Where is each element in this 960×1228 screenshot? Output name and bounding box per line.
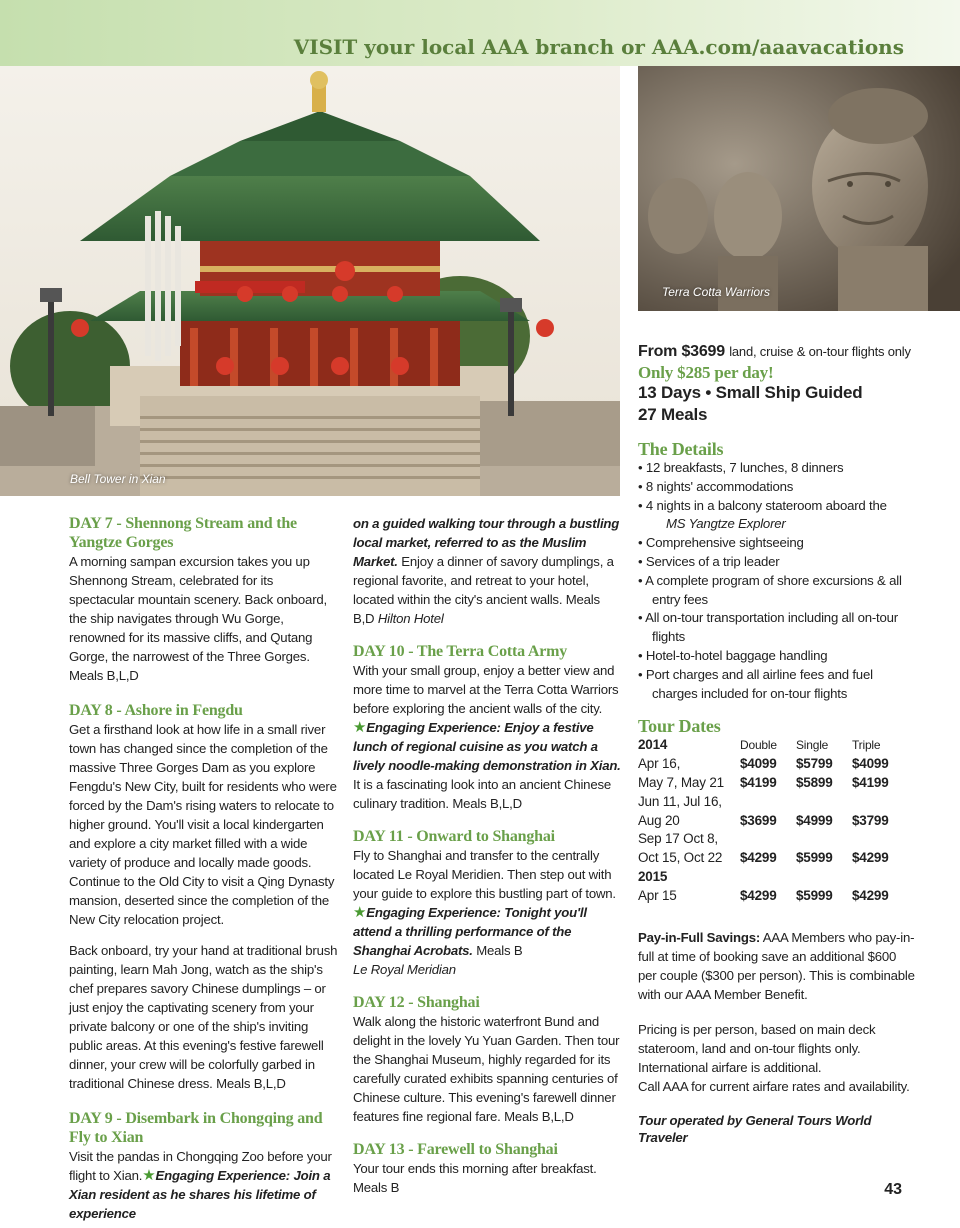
details-item: • Port charges and all airline fees and fuel charges included for on-tour flights	[638, 666, 873, 701]
price-triple: $4099	[852, 756, 889, 772]
price-from	[638, 342, 918, 361]
price-double	[740, 830, 796, 849]
table-header-row	[638, 736, 908, 755]
day9-continued-text: Enjoy a dinner of savory dumplings, a regional favorite, and retreat to your hotel, located within the city's ancient walls. Meals B,D	[353, 554, 614, 626]
details-item-text: • 4 nights in a balcony stateroom aboard the	[638, 497, 887, 513]
bell-tower-caption: Bell Tower in Xian	[70, 472, 166, 486]
table-row	[638, 812, 908, 831]
day9-continued-engaging: on a guided walking tour through a bustling local market, referred to as the Muslim Market.	[353, 516, 620, 569]
price-single: $5799	[796, 756, 833, 772]
day9-engaging: Engaging Experience: Join a Xian resident as he shares his lifetime of experience	[69, 1168, 331, 1221]
meals-line: 27 Meals	[638, 405, 708, 424]
star-icon: ★	[353, 904, 367, 921]
terra-cotta-caption: Terra Cotta Warriors	[662, 285, 771, 299]
day13-title: DAY 13 - Farewell to Shanghai	[353, 1141, 558, 1158]
price-triple: $4299	[852, 850, 889, 866]
day7-text: A morning sampan excursion takes you up Shennong Stream, celebrated for its spectacular mountain scenery. Back onboard, the ship navigates through Wu Gorge, renowned for its massive cliffs, and Qutang Gorge, the narrowest of the Three Gorges. Meals B,L,D	[69, 554, 327, 683]
details-item: • Services of a trip leader	[638, 553, 780, 569]
col-double: Double	[740, 738, 777, 753]
star-icon: ★	[353, 719, 367, 736]
price-single: $5899	[796, 774, 833, 790]
date-cell: Oct 15, Oct 22	[638, 850, 723, 866]
details-item: • 12 breakfasts, 7 lunches, 8 dinners	[638, 460, 844, 475]
day10-engaging: Engaging Experience: Enjoy a festive lunch of regional cuisine as you watch a lively noodle-making demonstration in Xian.	[353, 720, 621, 773]
day10-text: With your small group, enjoy a better view and more time to marvel at the Terra Cotta Warriors before exploring the ancient walls of the city.	[353, 663, 619, 716]
price-single: $4999	[796, 812, 833, 828]
day9-text: Visit the pandas in Chongqing Zoo before your flight to Xian.	[69, 1149, 332, 1183]
day9-continued	[353, 514, 621, 628]
column-1	[69, 514, 339, 1223]
tour-dates-title: Tour Dates	[638, 716, 721, 737]
star-icon: ★	[142, 1167, 156, 1184]
date-cell: Apr 15	[638, 887, 677, 903]
col-triple: Triple	[852, 738, 881, 753]
price-triple	[852, 793, 908, 812]
from-price: From $3699	[638, 343, 725, 360]
day11-meals: Meals B	[476, 943, 523, 958]
date-cell: Jun 11, Jul 16,	[638, 793, 722, 809]
day8-title: DAY 8 - Ashore in Fengdu	[69, 702, 243, 719]
tour-dates-table	[638, 736, 908, 905]
day10-title: DAY 10 - The Terra Cotta Army	[353, 643, 568, 660]
day11-text: Fly to Shanghai and transfer to the centrally located Le Royal Meridien. Then step out with your guide to explore this bustling part of town.	[353, 848, 616, 901]
date-cell: May 7, May 21	[638, 774, 724, 790]
terra-cotta-illustration	[638, 66, 960, 311]
price-double: $4299	[740, 887, 777, 903]
day8-text-2: Back onboard, try your hand at traditional brush painting, learn Mah Jong, watch as the ship's chef prepares savory Chinese dumplings – or just enjoy the captivating scenery from your private balcony or one of the ship's inviting public areas. At this evening's festive farewell dinner, your crew will be colorfully garbed in traditional Chinese dress. Meals B,L,D	[69, 943, 338, 1091]
day10-paragraph	[353, 661, 621, 813]
date-cell: Apr 16,	[638, 756, 681, 772]
banner-text[interactable]: VISIT your local AAA branch or AAA.com/aaavacations	[293, 35, 904, 59]
table-row	[638, 830, 908, 849]
price-double: $4199	[740, 774, 777, 790]
table-row	[638, 755, 908, 774]
price-double: $4299	[740, 850, 777, 866]
table-row	[638, 887, 908, 906]
price-triple: $4299	[852, 887, 889, 903]
day13-text: Your tour ends this morning after breakfast. Meals B	[353, 1161, 597, 1195]
pricing-paragraph	[638, 1020, 918, 1096]
day9-hotel: Hilton Hotel	[377, 611, 444, 626]
year-2015: 2015	[638, 868, 668, 884]
details-item: • Hotel-to-hotel baggage handling	[638, 647, 828, 663]
details-title: The Details	[638, 439, 724, 459]
year-row	[638, 868, 908, 887]
day11-paragraph	[353, 846, 621, 979]
price-double	[740, 793, 796, 812]
per-day-price: Only $285 per day!	[638, 363, 774, 382]
day10-text-2: It is a fascinating look into an ancient Chinese culinary tradition. Meals B,L,D	[353, 777, 611, 811]
day12-title: DAY 12 - Shanghai	[353, 994, 480, 1011]
savings-paragraph	[638, 928, 918, 1004]
day8-text: Get a firsthand look at how life in a small river town has changed since the completion of the massive Three Gorges Dam as you explore Fengdu's New City, built for residents who were forced by the Dam's rising waters to relocate to higher ground. You'll visit a local kindergarten and explore a city market filled with a wide variety of produce and locally made goods. Continue to the Old City to visit a Qing Dynasty mansion, deserted since the completion of the New City relocation project.	[69, 722, 337, 927]
price-double: $4099	[740, 756, 777, 772]
price-triple: $3799	[852, 812, 889, 828]
price-double: $3699	[740, 812, 777, 828]
savings-label: Pay-in-Full Savings:	[638, 929, 761, 945]
year-2014: 2014	[638, 737, 668, 753]
price-triple: $4199	[852, 774, 889, 790]
day9-title: DAY 9 - Disembark in Chongqing and Fly to Xian	[69, 1110, 323, 1146]
pricing-line-1: Pricing is per person, based on main deck stateroom, land and on-tour flights only.	[638, 1021, 876, 1056]
bell-tower-photo	[0, 66, 620, 496]
bell-tower-illustration	[0, 66, 620, 496]
header-banner	[0, 0, 960, 66]
price-single: $5999	[796, 850, 833, 866]
price-single: $5999	[796, 887, 833, 903]
date-cell: Aug 20	[638, 812, 680, 828]
day11-hotel: Le Royal Meridian	[353, 962, 456, 977]
tour-operator: Tour operated by General Tours World Traveler	[638, 1112, 872, 1145]
details-item	[638, 497, 918, 535]
details-item: • Comprehensive sightseeing	[638, 535, 804, 551]
pricing-line-3: Call AAA for current airfare rates and availability.	[638, 1078, 910, 1094]
details-item: • All on-tour transportation including all on-tour flights	[638, 610, 898, 645]
pricing-line-2: International airfare is additional.	[638, 1059, 822, 1075]
column-2	[353, 514, 621, 1197]
page-number: 43	[884, 1181, 902, 1198]
column-3	[638, 342, 918, 1146]
details-item: • 8 nights' accommodations	[638, 478, 794, 494]
price-single	[796, 793, 852, 812]
day9-paragraph	[69, 1147, 339, 1223]
terra-cotta-photo	[638, 66, 960, 311]
savings-text: AAA Members who pay-in-full at time of booking save an additional $600 per couple ($300 per person). This is combinable with our AAA Member Benefit.	[638, 929, 915, 1002]
details-list	[638, 459, 918, 703]
price-single	[796, 830, 852, 849]
day11-title: DAY 11 - Onward to Shanghai	[353, 828, 555, 845]
ship-name: MS Yangtze Explorer	[666, 516, 786, 532]
day11-engaging: Engaging Experience: Tonight you'll attend a thrilling performance of the Shanghai Acrobats.	[353, 905, 587, 958]
details-item: • A complete program of shore excursions & all entry fees	[638, 572, 902, 607]
day7-title: DAY 7 - Shennong Stream and the Yangtze Gorges	[69, 515, 297, 551]
day12-text: Walk along the historic waterfront Bund and delight in the lovely Yu Yuan Garden. Then tour the Shanghai Museum, highly regarded for its carefully curated exhibits spanning centuries of Chinese culture. This evening's farewell dinner features fine regional fare. Meals B,L,D	[353, 1014, 620, 1124]
table-row	[638, 793, 908, 812]
table-row	[638, 774, 908, 793]
date-cell: Sep 17 Oct 8,	[638, 831, 718, 847]
from-note: land, cruise & on-tour flights only	[729, 344, 911, 359]
table-row	[638, 849, 908, 868]
price-triple	[852, 830, 908, 849]
days-line: 13 Days • Small Ship Guided	[638, 383, 863, 402]
col-single: Single	[796, 738, 829, 753]
